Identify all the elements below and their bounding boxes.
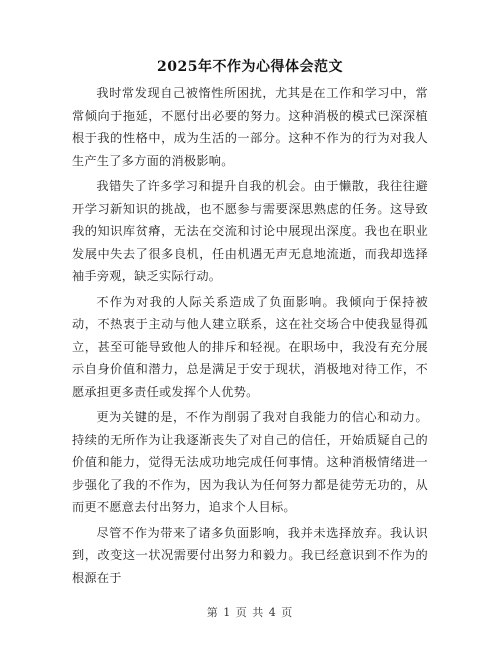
page-footer: 第 1 页 共 4 页 [206, 606, 294, 619]
paragraph-4: 更为关键的是，不作为削弱了我对自我能力的信心和动力。持续的无所作为让我逐渐丧失了对自己的信任，开始质疑自己的价值和能力，觉得无法成功地完成任何事情。这种消极情绪进一步强化了我的不作为，因为我认为任何努力都是徒劳无功的，从而更不愿意去付出努力，追求个人目标。 [72, 410, 428, 514]
paragraph-5: 尽管不作为带来了诸多负面影响，我并未选择放弃。我认识到，改变这一状况需要付出努力和毅力。我已经意识到不作为的根源在于 [72, 525, 428, 585]
document-title: 2025年不作为心得体会范文 [157, 59, 343, 75]
document-body [72, 82, 428, 592]
paragraph-2: 我错失了许多学习和提升自我的机会。由于懒散，我往往避开学习新知识的挑战，也不愿参与需要深思熟虑的任务。这导致我的知识库贫瘠，无法在交流和讨论中展现出深度。我也在职业发展中失去了很多良机，任由机遇无声无息地流逝，而我却选择袖手旁观，缺乏实际行动。 [72, 179, 428, 283]
paragraph-3: 不作为对我的人际关系造成了负面影响。我倾向于保持被动，不热衷于主动与他人建立联系，这在社交场合中使我显得孤立，甚至可能导致他人的排斥和轻视。在职场中，我没有充分展示自身价值和潜力，总是满足于安于现状，消极地对待工作，不愿承担更多责任或发挥个人优势。 [72, 294, 428, 399]
paragraph-1: 我时常发现自己被惰性所困扰，尤其是在工作和学习中，常常倾向于拖延，不愿付出必要的努力。这种消极的模式已深深植根于我的性格中，成为生活的一部分。这种不作为的行为对我人生产生了多方面的消极影响。 [72, 86, 428, 168]
